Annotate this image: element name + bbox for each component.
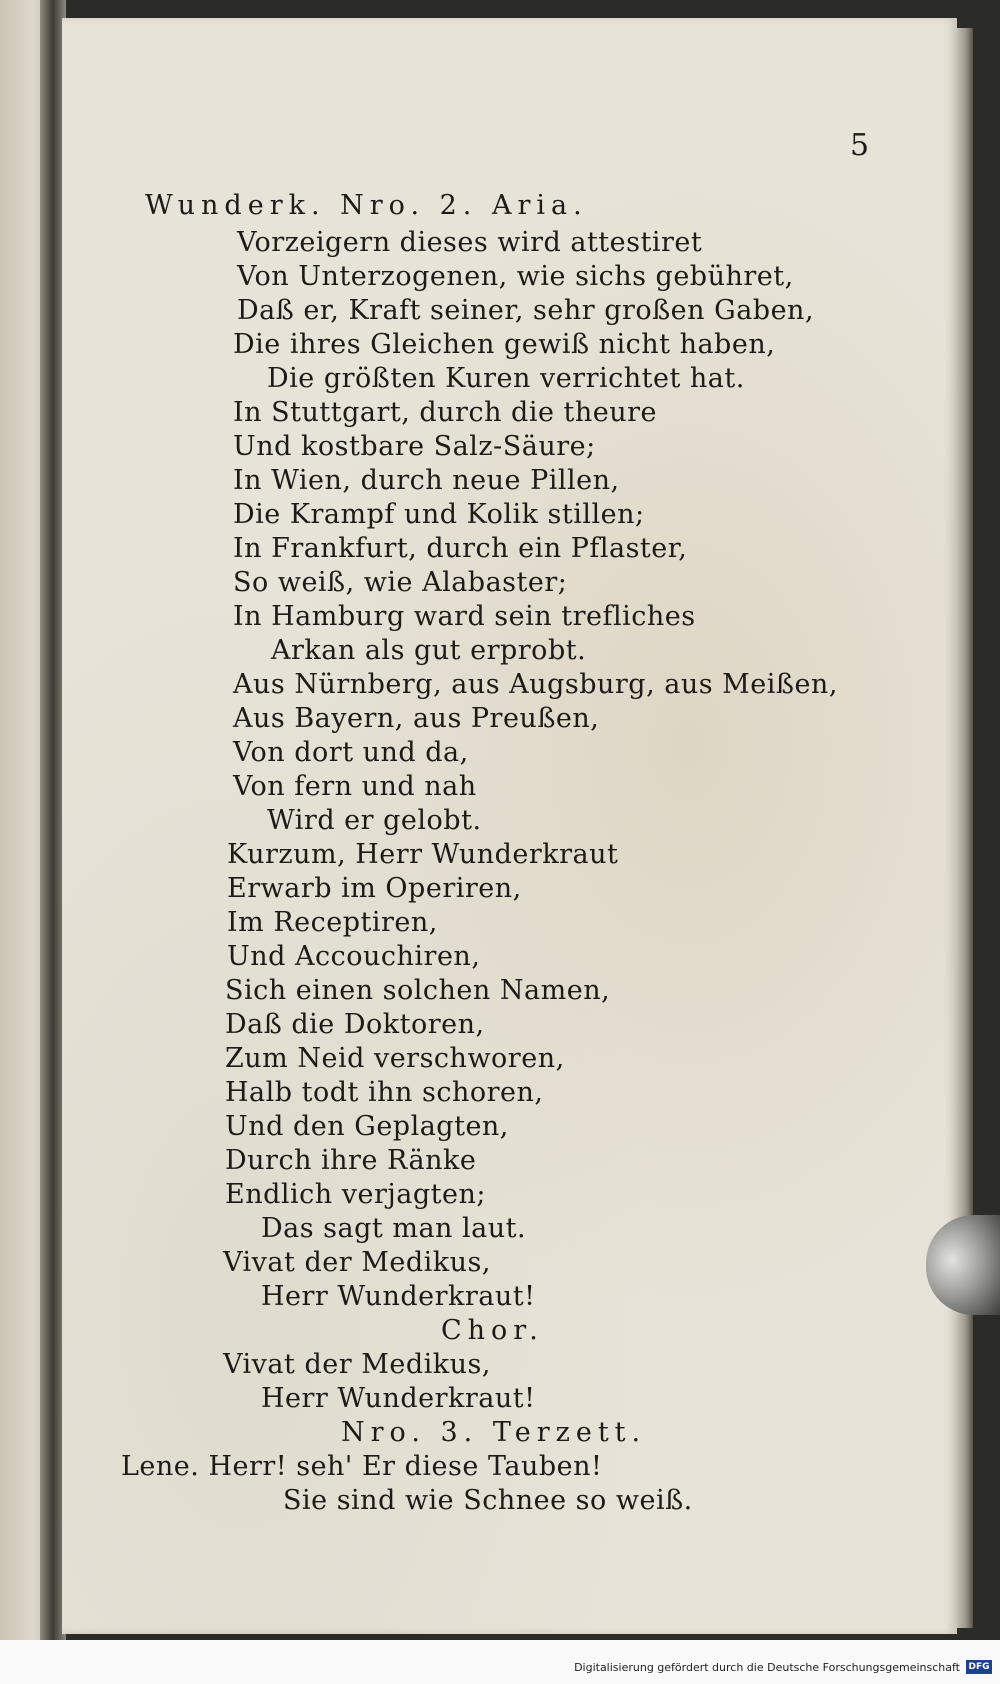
text-line: Durch ihre Ränke [225,1145,477,1176]
text-line: Und Accouchiren, [227,941,481,972]
text-line: Wird er gelobt. [267,805,482,836]
text-line: Von Unterzogenen, wie sichs gebühret, [237,261,794,292]
text-line: Zum Neid verschworen, [225,1043,565,1074]
text-line: So weiß, wie Alabaster; [233,567,568,598]
text-line: Im Receptiren, [227,907,438,938]
text-line: Das sagt man laut. [261,1213,527,1244]
text-line: Lene. Herr! seh' Er diese Tauben! [121,1451,603,1482]
text-line: Sich einen solchen Namen, [225,975,611,1006]
footer-credit: Digitalisierung gefördert durch die Deutsche Forschungsgemeinschaft [574,1661,960,1674]
text-line: Erwarb im Operiren, [227,873,522,904]
text-line: Von dort und da, [233,737,469,768]
text-line: Vivat der Medikus, [223,1349,491,1380]
text-line: Vorzeigern dieses wird attestiret [237,227,703,258]
page-number: 5 [850,128,870,163]
text-line: Chor. [441,1315,544,1346]
text-line: Die größten Kuren verrichtet hat. [267,363,745,394]
text-line: Sie sind wie Schnee so weiß. [283,1485,693,1516]
text-line: Herr Wunderkraut! [261,1281,536,1312]
dfg-logo: DFG [966,1660,992,1674]
text-line: Und den Geplagten, [225,1111,509,1142]
text-line: Daß er, Kraft seiner, sehr großen Gaben, [237,295,815,326]
text-line: Herr Wunderkraut! [261,1383,536,1414]
text-line: Arkan als gut erprobt. [271,635,587,666]
text-line: Nro. 3. Terzett. [341,1417,647,1448]
text-line: In Wien, durch neue Pillen, [233,465,620,496]
text-line: Daß die Doktoren, [225,1009,485,1040]
text-line: In Stuttgart, durch die theure [233,397,658,428]
text-line: In Hamburg ward sein trefliches [233,601,696,632]
text-line: Und kostbare Salz-Säure; [233,431,596,462]
text-line: Kurzum, Herr Wunderkraut [227,839,619,870]
text-line: Von fern und nah [233,771,477,802]
text-line: Die Krampf und Kolik stillen; [233,499,645,530]
text-line: Wunderk. Nro. 2. Aria. [145,190,588,221]
text-line: Vivat der Medikus, [223,1247,491,1278]
text-line: Halb todt ihn schoren, [225,1077,544,1108]
text-line: Die ihres Gleichen gewiß nicht haben, [233,329,776,360]
text-line: In Frankfurt, durch ein Pflaster, [233,533,688,564]
text-line: Endlich verjagten; [225,1179,486,1210]
page-edge-shadow [955,28,973,1628]
text-line: Aus Nürnberg, aus Augsburg, aus Meißen, [233,669,838,700]
text-line: Aus Bayern, aus Preußen, [233,703,600,734]
